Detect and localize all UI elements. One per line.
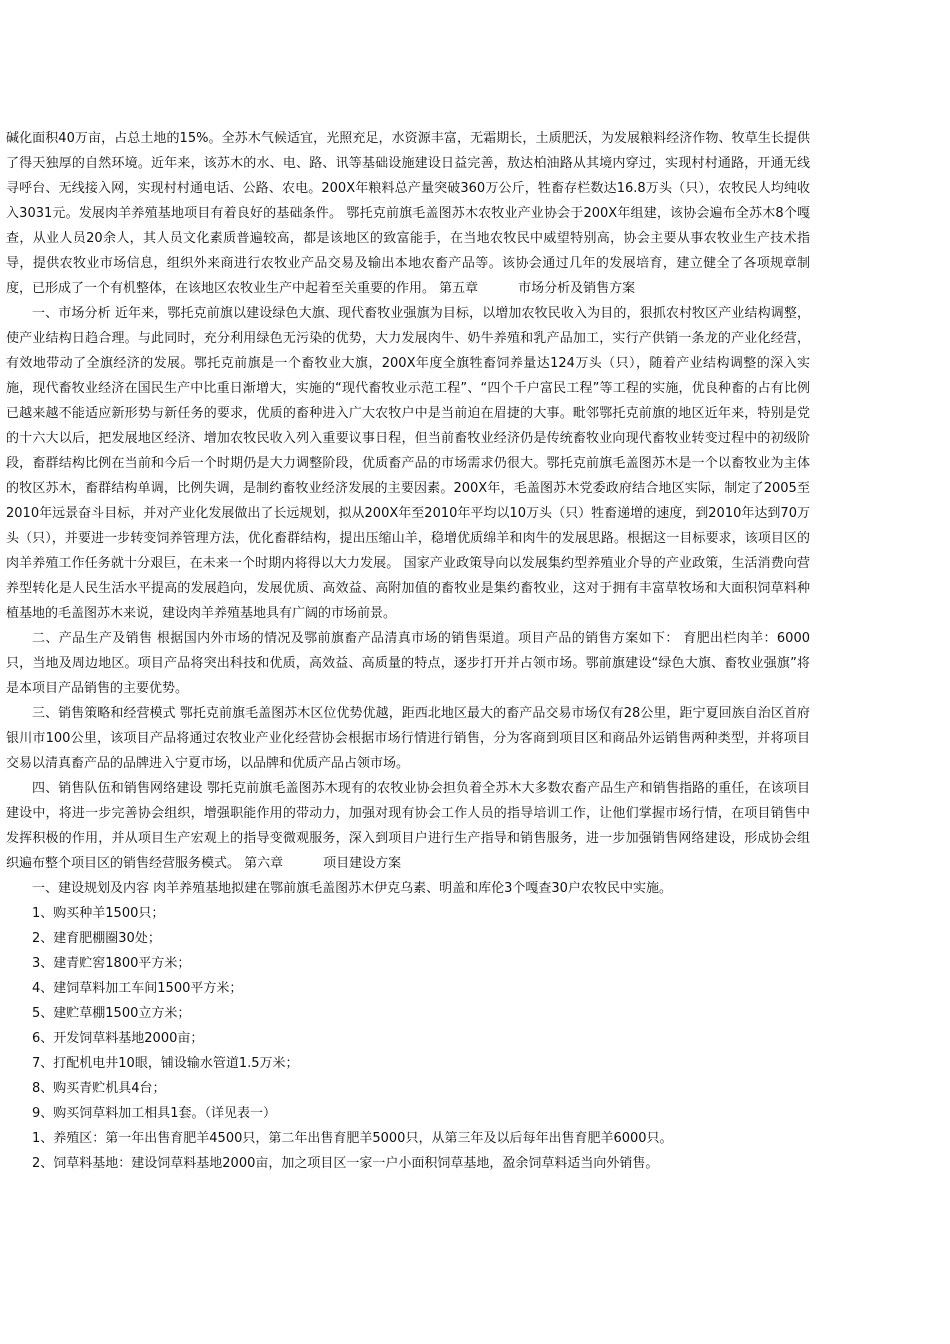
- list-item: 7、打配机电井10眼，铺设输水管道1.5万米；: [32, 1056, 299, 1071]
- paragraph-text: 碱化面积40万亩，占总土地的15%。全苏木气候适宜，光照充足，水资源丰富，无霜期长，土质肥沃，为发展粮料经济作物、牧草生长提供了得天独厚的自然环境。近年来，该苏木的水、电、路、讯等基础设施建设日益完善，敖达柏油路从其境内穿过，实现村村通路，开通无线寻呼台、无线接入网，实现村村通电话、公路、农电。200X年粮料总产量突破360万公斤，牲畜存栏数达16.8万头（只），农牧民人均纯收入3031元。发展肉羊养殖基地项目有着良好的基础条件。 鄂托克前旗毛盖图苏木农牧业产业协会于200X年组建，该协会遍布全苏木8个嘎查，从业人员20余人，其人员文化素质普遍较高，都是该地区的致富能手，在当地农牧民中威望特别高，协会主要从事农牧业生产技术指导，提供农牧业市场信息，组织外来商进行农牧业产品交易及输出本地农畜产品等。该协会通过几年的发展培育，建立健全了各项规章制度，已形成了一个有机整体，在该地区农牧业生产中起着至关重要的作用。 第五章: [6, 131, 810, 296]
- chapter-five-heading: 市场分析及销售方案: [518, 281, 636, 296]
- list-item: 1、购买种羊1500只；: [32, 906, 165, 921]
- list-item: 2、饲草料基地：建设饲草料基地2000亩，加之项目区一家一户小面积饲草基地，盈余饲草料适当向外销售。: [32, 1156, 659, 1171]
- paragraph-text: 一、市场分析 近年来，鄂托克前旗以建设绿色大旗、现代畜牧业强旗为目标，以增加农牧民收入为目的，狠抓农村牧区产业结构调整，使产业结构日趋合理。与此同时，充分利用绿色无污染的优势，大力发展肉牛、奶牛养殖和乳产品加工，实行产供销一条龙的产业化经营，有效地带动了全旗经济的发展。鄂托克前旗是一个畜牧业大旗，200X年度全旗牲畜饲养量达124万头（只），随着产业结构调整的深入实施，现代畜牧业经济在国民生产中比重日渐增大，实施的“现代畜牧业示范工程”、“四个千户富民工程”等工程的实施，优良种畜的占有比例已越来越不能适应新形势与新任务的要求，优质的畜种进入广大农牧户中是当前迫在眉捷的大事。毗邻鄂托克前旗的地区近年来，特别是党的十六大以后，把发展地区经济、增加农牧民收入列入重要议事日程，但当前畜牧业经济仍是传统畜牧业向现代畜牧业转变过程中的初级阶段，畜群结构比例在当前和今后一个时期仍是大力调整阶段，优质畜产品的市场需求仍很大。鄂托克前旗毛盖图苏木是一个以畜牧业为主体的牧区苏木，畜群结构单调，比例失调，是制约畜牧业经济发展的主要因素。200X年，毛盖图苏木党委政府结合地区实际，制定了2005至2010年远景奋斗目标，并对产业化发展做出了长远规划，拟从200X年至2010年平均以10万头（只）牲畜递增的速度，到2010年达到70万头（只），并要进一步转变饲养管理方法，优化畜群结构，提出压缩山羊，稳增优质绵羊和肉牛的发展思路。根据这一目标要求，该项目区的肉羊养殖工作任务就十分艰巨，在未来一个时期内将得以大力发展。 国家产业政策导向以发展集约型养殖业介导的产业政策，生活消费向营养型转化是人民生活水平提高的发展趋向，发展优质、高效益、高附加值的畜牧业是集约畜牧业，这对于拥有丰富草牧场和大面积饲草料种植基地的毛盖图苏木来说，建设肉羊养殖基地具有广阔的市场前景。: [6, 306, 810, 621]
- list-item: 2、建育肥棚圈30处；: [32, 931, 161, 946]
- list-item: 8、购买青贮机具4台；: [32, 1081, 166, 1096]
- paragraph-sales-network: [6, 776, 810, 876]
- paragraph-land-and-association: [6, 126, 810, 301]
- list-item: 1、养殖区：第一年出售育肥羊4500只，第二年出售育肥羊5000只，从第三年及以后每年出售育肥羊6000只。: [32, 1131, 673, 1146]
- paragraph-text: 三、销售策略和经营模式 鄂托克前旗毛盖图苏木区位优势优越，距西北地区最大的畜产品交易市场仅有28公里，距宁夏回族自治区首府银川市100公里，该项目产品将通过农牧业产业化经营协会根据市场行情进行销售，分为客商到项目区和商品外运销售两种类型，并将项目交易以清真畜产品的品牌进入宁夏市场，以品牌和优质产品占领市场。: [6, 706, 810, 771]
- chapter-six-heading: 项目建设方案: [323, 856, 402, 871]
- paragraph-market-analysis: [6, 301, 810, 626]
- list-item: 9、购买饲草料加工相具1套。（详见表一）: [32, 1106, 277, 1121]
- paragraph-sales-strategy: [6, 701, 810, 776]
- paragraph-text: 四、销售队伍和销售网络建设 鄂托克前旗毛盖图苏木现有的农牧业协会担负着全苏木大多数农畜产品生产和销售指路的重任，在该项目建设中，将进一步完善协会组织，增强职能作用的带动力，加强对现有协会工作人员的指导培训工作，让他们掌握市场行情，在项目销售中发挥积极的作用，并从项目生产宏观上的指导变微观服务，深入到项目户进行生产指导和销售服务，进一步加强销售网络建设，形成协会组织遍布整个项目区的销售经营服务模式。 第六章: [6, 781, 810, 871]
- list-item: 5、建贮草棚1500立方米；: [32, 1006, 191, 1021]
- document-body: [6, 126, 810, 1176]
- paragraph-production-and-sales: [6, 626, 810, 701]
- paragraph-text: 一、建设规划及内容 肉羊养殖基地拟建在鄂前旗毛盖图苏木伊克乌素、明盖和库伦3个嘎查30户农牧民中实施。: [32, 881, 672, 896]
- paragraph-construction-plan: [6, 876, 810, 901]
- list-item: 6、开发饲草料基地2000亩；: [32, 1031, 204, 1046]
- list-item: 4、建饲草料加工车间1500平方米；: [32, 981, 243, 996]
- list-item: 3、建青贮窖1800平方米；: [32, 956, 191, 971]
- paragraph-text: 二、产品生产及销售 根据国内外市场的情况及鄂前旗畜产品清真市场的销售渠道。项目产品的销售方案如下： 育肥出栏肉羊：6000只，当地及周边地区。项目产品将突出科技和优质，高效益、高质量的特点，逐步打开并占领市场。鄂前旗建设“绿色大旗、畜牧业强旗”将是本项目产品销售的主要优势。: [6, 631, 810, 696]
